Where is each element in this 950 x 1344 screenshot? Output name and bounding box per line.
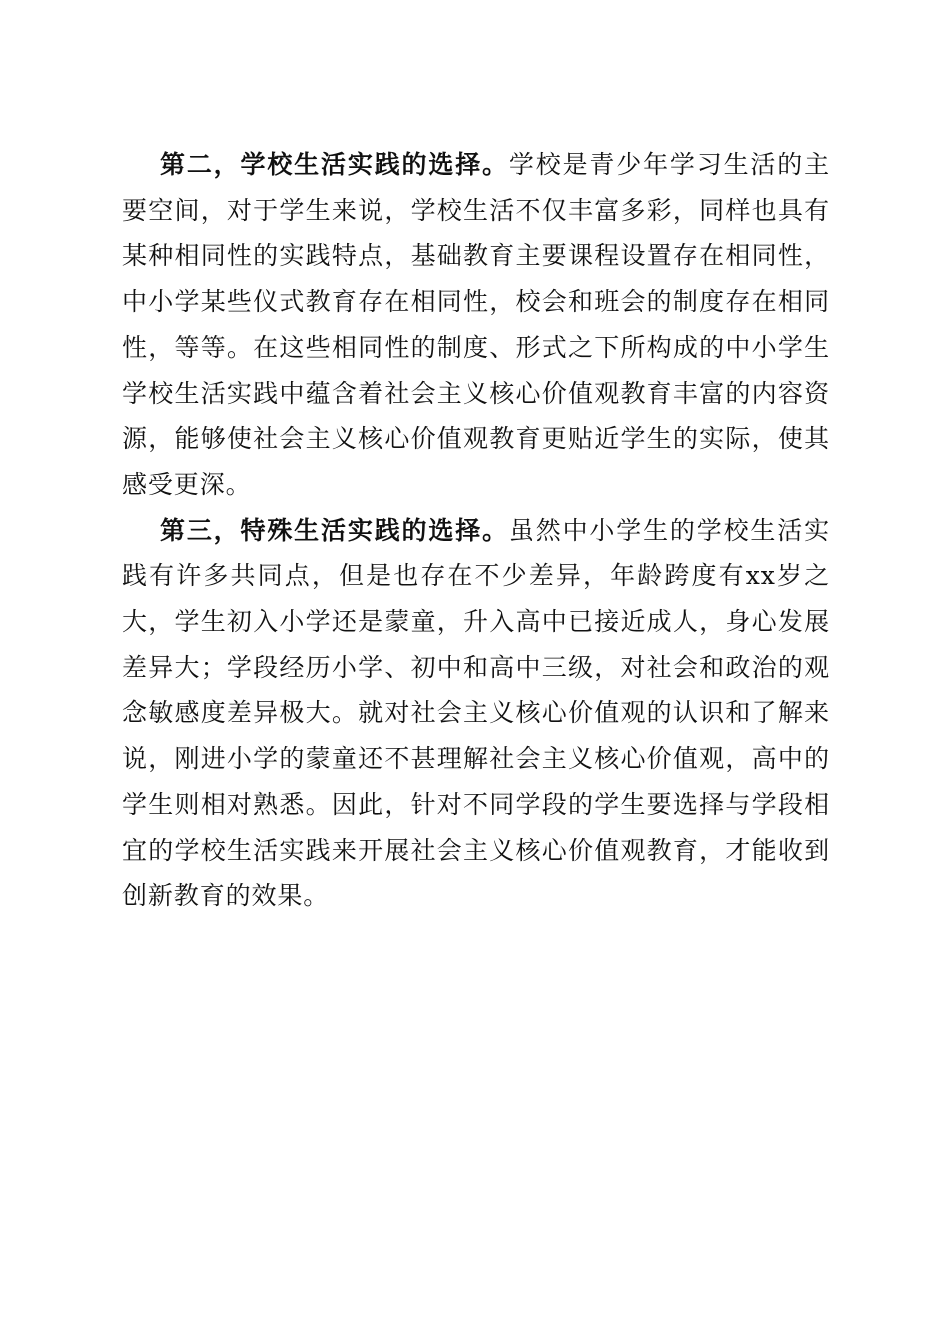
document-body bbox=[122, 142, 830, 919]
paragraph-text: 虽然中小学生的学校生活实践有许多共同点，但是也存在不少差异，年龄跨度有xx岁之大，学生初入小学还是蒙童，升入高中已接近成人，身心发展差异大；学段经历小学、初中和高中三级，对社会和政治的观念敏感度差异极大。就对社会主义核心价值观的认识和了解来说，刚进小学的蒙童还不甚理解社会主义核心价值观，高中的学生则相对熟悉。因此，针对不同学段的学生要选择与学段相宜的学校生活实践来开展社会主义核心价值观教育，才能收到创新教育的效果。 bbox=[122, 515, 830, 911]
paragraph-special-life-practice bbox=[122, 508, 830, 919]
paragraph-heading: 第三，特殊生活实践的选择。 bbox=[160, 515, 509, 545]
paragraph-text: 学校是青少年学习生活的主要空间，对于学生来说，学校生活不仅丰富多彩，同样也具有某种相同性的实践特点，基础教育主要课程设置存在相同性，中小学某些仪式教育存在相同性，校会和班会的制度存在相同性，等等。在这些相同性的制度、形式之下所构成的中小学生学校生活实践中蕴含着社会主义核心价值观教育丰富的内容资源，能够使社会主义核心价值观教育更贴近学生的实际，使其感受更深。 bbox=[122, 150, 830, 499]
paragraph-heading: 第二，学校生活实践的选择。 bbox=[160, 150, 509, 179]
paragraph-school-life-practice bbox=[122, 142, 830, 508]
